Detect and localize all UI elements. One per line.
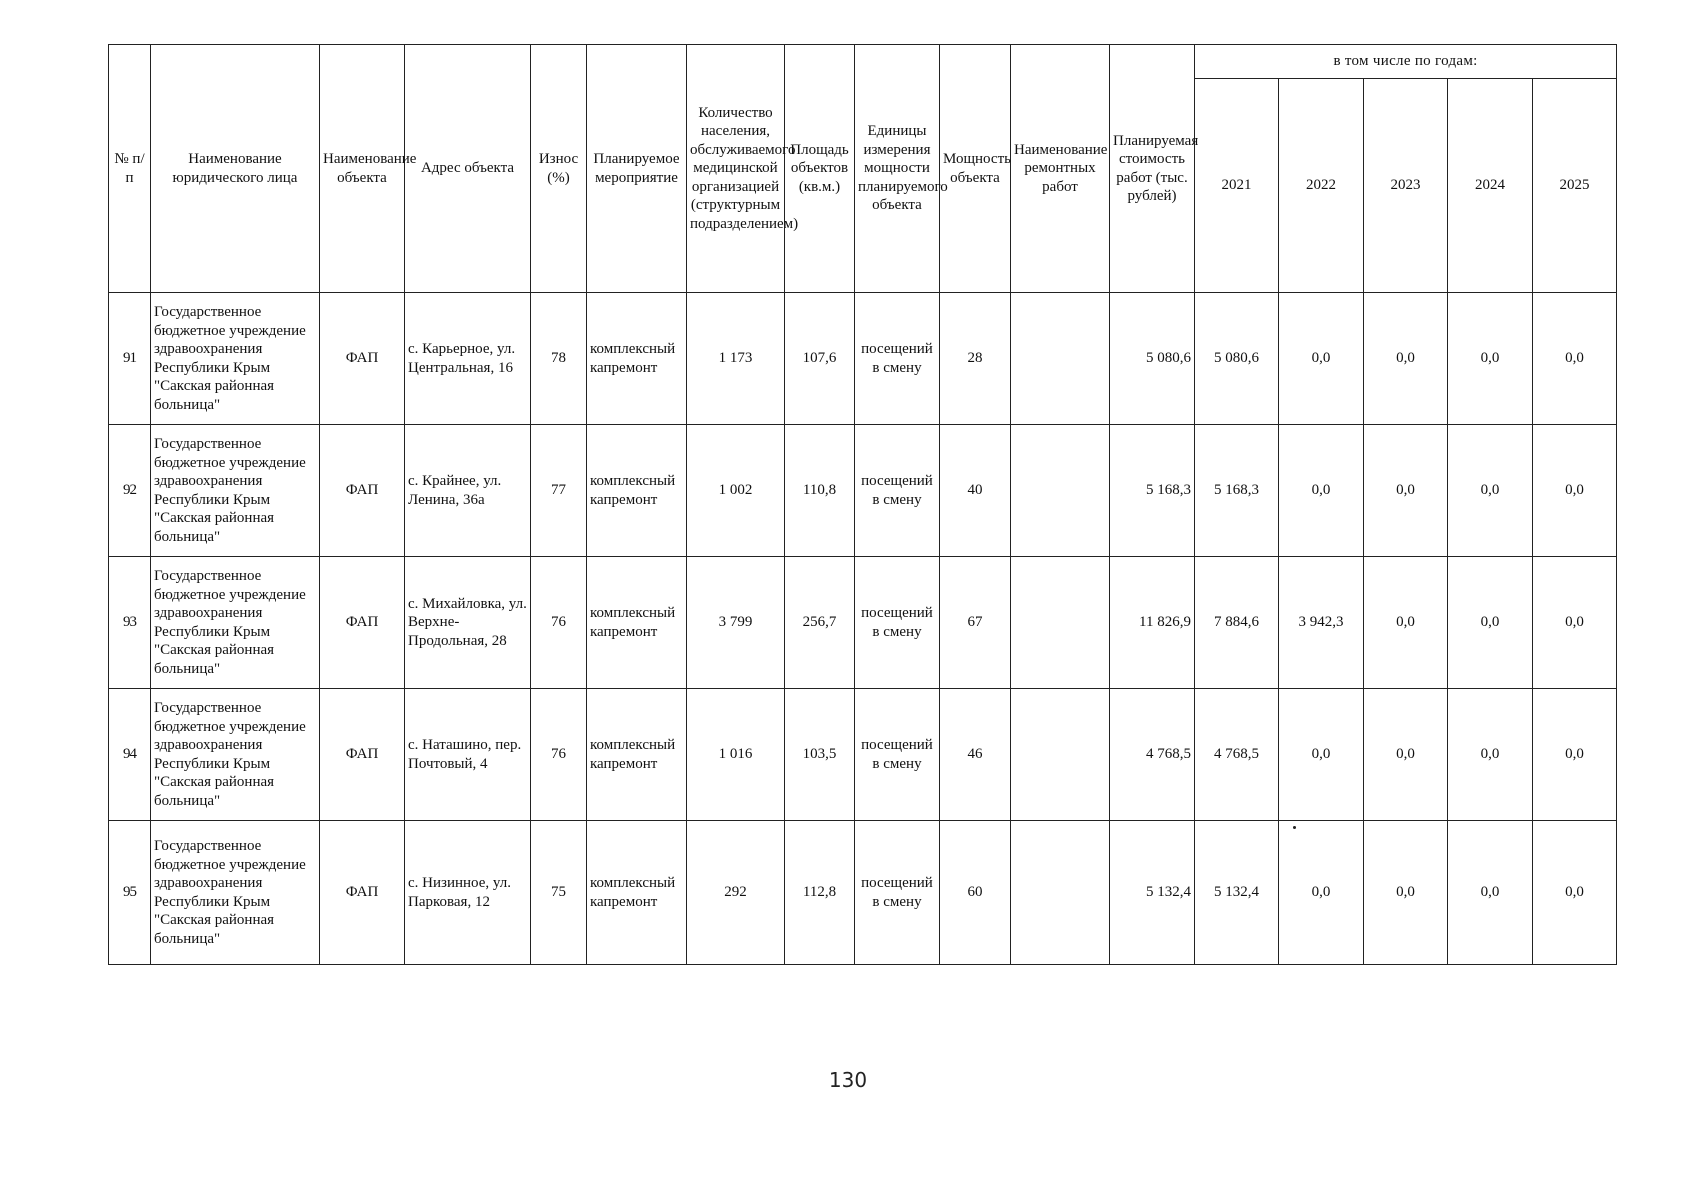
header-entity: Наименование юридического лица — [151, 45, 320, 293]
header-year-2021: 2021 — [1195, 79, 1279, 293]
cell-2021: 5 080,6 — [1195, 293, 1279, 425]
cell-cost: 5 168,3 — [1110, 425, 1195, 557]
cell-units: посещений в смену — [855, 557, 940, 689]
cell-2024: 0,0 — [1448, 557, 1533, 689]
cell-repair — [1011, 425, 1110, 557]
cell-2023: 0,0 — [1364, 425, 1448, 557]
cell-capacity: 40 — [940, 425, 1011, 557]
cell-entity: Государственное бюджетное учреждение здравоохранения Республики Крым "Сакская районная больница" — [151, 689, 320, 821]
cell-address: с. Крайнее, ул. Ленина, 36а — [405, 425, 531, 557]
header-address: Адрес объекта — [405, 45, 531, 293]
cell-entity: Государственное бюджетное учреждение здравоохранения Республики Крым "Сакская районная больница" — [151, 557, 320, 689]
cell-object-name: ФАП — [320, 293, 405, 425]
table-row — [109, 557, 1617, 689]
table-body — [109, 293, 1617, 965]
cell-capacity: 60 — [940, 821, 1011, 965]
cell-num: 94 — [109, 689, 151, 821]
cell-population: 1 002 — [687, 425, 785, 557]
scan-speck — [1293, 826, 1296, 829]
cell-2022: 0,0 — [1279, 425, 1364, 557]
cell-cost: 11 826,9 — [1110, 557, 1195, 689]
cell-repair — [1011, 689, 1110, 821]
cell-area: 107,6 — [785, 293, 855, 425]
cell-repair — [1011, 293, 1110, 425]
cell-area: 112,8 — [785, 821, 855, 965]
cell-area: 103,5 — [785, 689, 855, 821]
cell-2021: 4 768,5 — [1195, 689, 1279, 821]
cell-2021: 7 884,6 — [1195, 557, 1279, 689]
cell-repair — [1011, 821, 1110, 965]
header-object-name: Наименование объекта — [320, 45, 405, 293]
cell-entity: Государственное бюджетное учреждение здравоохранения Республики Крым "Сакская районная больница" — [151, 425, 320, 557]
cell-cost: 4 768,5 — [1110, 689, 1195, 821]
cell-2024: 0,0 — [1448, 425, 1533, 557]
cell-2021: 5 168,3 — [1195, 425, 1279, 557]
cell-measure: комплексный капремонт — [587, 425, 687, 557]
page-number: 130 — [828, 1068, 868, 1092]
header-year-2025: 2025 — [1533, 79, 1617, 293]
cell-object-name: ФАП — [320, 821, 405, 965]
cell-population: 3 799 — [687, 557, 785, 689]
cell-address: с. Карьерное, ул. Центральная, 16 — [405, 293, 531, 425]
capital-repair-table — [108, 44, 1617, 965]
cell-population: 1 016 — [687, 689, 785, 821]
cell-2025: 0,0 — [1533, 821, 1617, 965]
table-header — [109, 45, 1617, 293]
cell-measure: комплексный капремонт — [587, 821, 687, 965]
cell-population: 1 173 — [687, 293, 785, 425]
cell-units: посещений в смену — [855, 425, 940, 557]
header-repair-name: Наименование ремонтных работ — [1011, 45, 1110, 293]
cell-wear: 77 — [531, 425, 587, 557]
cell-2023: 0,0 — [1364, 293, 1448, 425]
cell-wear: 75 — [531, 821, 587, 965]
cell-cost: 5 080,6 — [1110, 293, 1195, 425]
capital-repair-table-sheet — [108, 44, 1616, 965]
cell-units: посещений в смену — [855, 689, 940, 821]
cell-2024: 0,0 — [1448, 689, 1533, 821]
cell-2021: 5 132,4 — [1195, 821, 1279, 965]
cell-2025: 0,0 — [1533, 689, 1617, 821]
cell-entity: Государственное бюджетное учреждение здравоохранения Республики Крым "Сакская районная больница" — [151, 293, 320, 425]
header-years-group: в том числе по годам: — [1195, 45, 1617, 79]
cell-object-name: ФАП — [320, 689, 405, 821]
header-planned-measure: Планируемое мероприятие — [587, 45, 687, 293]
header-year-2022: 2022 — [1279, 79, 1364, 293]
header-wear: Износ (%) — [531, 45, 587, 293]
cell-units: посещений в смену — [855, 821, 940, 965]
table-row — [109, 821, 1617, 965]
cell-2025: 0,0 — [1533, 293, 1617, 425]
cell-2023: 0,0 — [1364, 689, 1448, 821]
cell-area: 256,7 — [785, 557, 855, 689]
cell-2025: 0,0 — [1533, 557, 1617, 689]
cell-address: с. Михайловка, ул. Верхне-Продольная, 28 — [405, 557, 531, 689]
cell-measure: комплексный капремонт — [587, 689, 687, 821]
header-population: Количество населения, обслуживаемого медицинской организацией (структурным подразделением) — [687, 45, 785, 293]
cell-2024: 0,0 — [1448, 821, 1533, 965]
header-year-2024: 2024 — [1448, 79, 1533, 293]
table-row — [109, 689, 1617, 821]
cell-repair — [1011, 557, 1110, 689]
cell-2022: 0,0 — [1279, 689, 1364, 821]
header-year-2023: 2023 — [1364, 79, 1448, 293]
cell-address: с. Наташино, пер. Почтовый, 4 — [405, 689, 531, 821]
cell-area: 110,8 — [785, 425, 855, 557]
cell-measure: комплексный капремонт — [587, 557, 687, 689]
header-area: Площадь объектов (кв.м.) — [785, 45, 855, 293]
cell-2024: 0,0 — [1448, 293, 1533, 425]
header-planned-cost: Планируемая стоимость работ (тыс. рублей) — [1110, 45, 1195, 293]
cell-object-name: ФАП — [320, 425, 405, 557]
cell-population: 292 — [687, 821, 785, 965]
cell-wear: 76 — [531, 557, 587, 689]
cell-2023: 0,0 — [1364, 821, 1448, 965]
cell-num: 92 — [109, 425, 151, 557]
cell-num: 95 — [109, 821, 151, 965]
cell-wear: 76 — [531, 689, 587, 821]
cell-units: посещений в смену — [855, 293, 940, 425]
cell-object-name: ФАП — [320, 557, 405, 689]
header-capacity-units: Единицы измерения мощности планируемого объекта — [855, 45, 940, 293]
cell-wear: 78 — [531, 293, 587, 425]
cell-cost: 5 132,4 — [1110, 821, 1195, 965]
cell-2022: 3 942,3 — [1279, 557, 1364, 689]
table-row — [109, 425, 1617, 557]
cell-num: 93 — [109, 557, 151, 689]
cell-2025: 0,0 — [1533, 425, 1617, 557]
cell-2022: 0,0 — [1279, 293, 1364, 425]
cell-capacity: 67 — [940, 557, 1011, 689]
cell-address: с. Низинное, ул. Парковая, 12 — [405, 821, 531, 965]
table-row — [109, 293, 1617, 425]
header-num: № п/п — [109, 45, 151, 293]
cell-measure: комплексный капремонт — [587, 293, 687, 425]
cell-num: 91 — [109, 293, 151, 425]
cell-2022: 0,0 — [1279, 821, 1364, 965]
cell-2023: 0,0 — [1364, 557, 1448, 689]
header-capacity: Мощность объекта — [940, 45, 1011, 293]
cell-capacity: 28 — [940, 293, 1011, 425]
cell-entity: Государственное бюджетное учреждение здравоохранения Республики Крым "Сакская районная больница" — [151, 821, 320, 965]
cell-capacity: 46 — [940, 689, 1011, 821]
